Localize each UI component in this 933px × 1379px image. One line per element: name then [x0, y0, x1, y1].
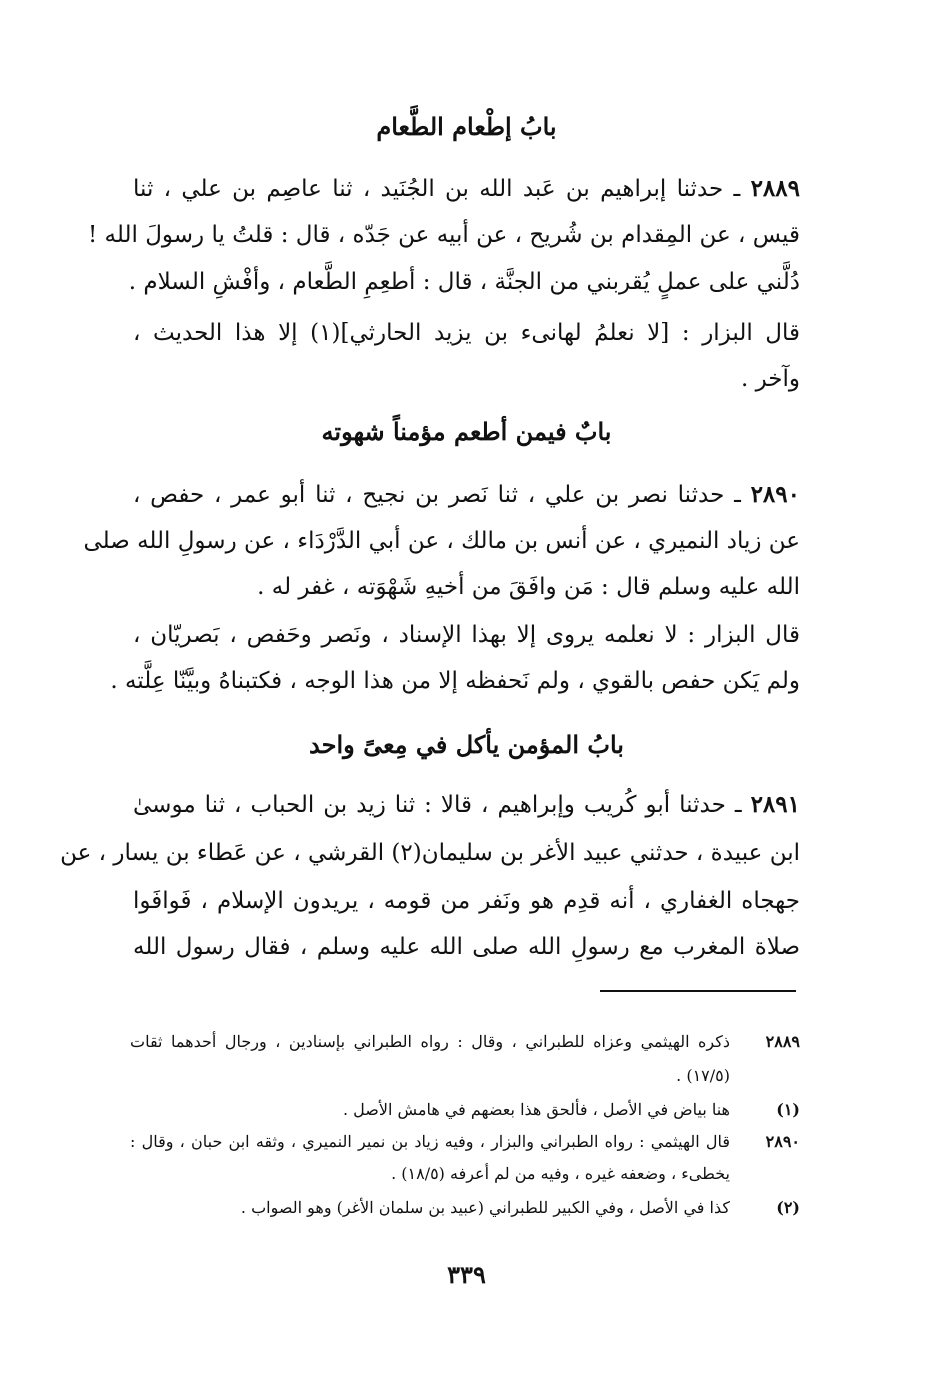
hadith-number: ٢٨٨٩ [750, 175, 800, 202]
footnote-2-line-1: كذا في الأصل ، وفي الكبير للطبراني (عبيد بن سلمان الأغر) وهو الصواب . [240, 1198, 730, 1217]
hadith-2891-line-2: ابن عبيدة ، حدثني عبيد الأغر بن سليمان(٢) القرشي ، عن عَطاء بن يسار ، عن [60, 840, 800, 866]
hadith-2891-line-1 [133, 788, 800, 822]
hadith-number: ٢٨٩١ [750, 791, 800, 818]
hadith-text: ـ حدثنا إبراهيم بن عَبد الله بن الجُنَيد ، ثنا عاصِم بن علي ، ثنا [133, 176, 751, 202]
hadith-2890-line-1 [133, 478, 800, 512]
chapter-heading-one-intestine: بابُ المؤمن يأكل في مِعىً واحد [309, 730, 624, 759]
hadith-text: ـ حدثنا أبو كُريب وإبراهيم ، قالا : ثنا زيد بن الحباب ، ثنا موسىٰ [133, 792, 751, 818]
footnote-2889-line-1: ذكره الهيثمي وعزاه للطبراني ، وقال : رواه الطبراني بإسنادين ، ورجال أحدهما ثقات [130, 1032, 731, 1051]
hadith-2890-line-2: عن زياد النميري ، عن أنس بن مالك ، عن أبي الدَّرْدَاء ، عن رسولِ الله صلى [83, 528, 800, 554]
hadith-2889-line-4: قال البزار : [لا نعلمُ لهانىء بن يزيد الحارثي](١) إلا هذا الحديث ، [133, 320, 801, 346]
page-number: ٣٣٩ [447, 1260, 486, 1289]
hadith-2889-line-2: قيس ، عن المِقدام بن شُريح ، عن أبيه عن جَدّه ، قال : قلتُ يا رسولَ الله ! [87, 222, 800, 248]
hadith-2890-line-4: قال البزار : لا نعلمه يروى إلا بهذا الإسناد ، ونَصر وحَفص ، بَصريّان ، [133, 622, 800, 648]
hadith-2890-line-5: ولم يَكن حفص بالقوي ، ولم نَحفظه إلا من هذا الوجه ، فكتبناهُ وبيَّنّا عِلَّته . [110, 668, 800, 694]
footnote-1-line-1: هنا بياض في الأصل ، فألحق هذا بعضهم في هامش الأصل . [342, 1100, 730, 1119]
hadith-2889-line-5: وآخر . [740, 366, 800, 392]
footnote-separator [600, 990, 796, 992]
footnote-2889-line-2: (١٧/٥) . [676, 1066, 730, 1085]
hadith-number: ٢٨٩٠ [750, 481, 800, 508]
footnote-number: ٢٨٨٩ [765, 1032, 800, 1051]
footnote-2890-line-1: قال الهيثمي : رواه الطبراني والبزار ، وفيه زياد بن نمير النميري ، وثقه ابن حبان ، وقال : [130, 1132, 730, 1151]
hadith-2891-line-4: صلاة المغرب مع رسولِ الله صلى الله عليه وسلم ، فقال رسول الله [133, 934, 800, 960]
hadith-text: ـ حدثنا نصر بن علي ، ثنا نَصر بن نجيح ، ثنا أبو عمر ، حفص ، [133, 482, 751, 508]
footnote-2890-line-2: يخطىء ، وضعفه غيره ، وفيه من لم أعرفه (١٨/٥) . [391, 1164, 730, 1183]
hadith-2891-line-3: جهجاه الغفاري ، أنه قدِم هو ونَفر من قومه ، يريدون الإسلام ، فَوافَوا [133, 888, 800, 914]
hadith-2890-line-3: الله عليه وسلم قال : مَن وافَقَ من أخيهِ شَهْوَته ، غفر له . [257, 574, 800, 600]
footnote-number: (٢) [776, 1198, 800, 1217]
chapter-heading-feeding: بابُ إطْعام الطَّعام [376, 112, 557, 141]
footnote-number: (١) [776, 1100, 800, 1119]
footnote-number: ٢٨٩٠ [765, 1132, 800, 1151]
chapter-heading-desire: بابٌ فيمن أطعم مؤمناً شهوته [321, 417, 612, 446]
hadith-2889-line-3: دُلَّني على عملٍ يُقربني من الجنَّة ، قال : أطعِمِ الطَّعام ، وأفْشِ السلام . [128, 269, 800, 295]
hadith-2889-line-1 [133, 172, 800, 206]
